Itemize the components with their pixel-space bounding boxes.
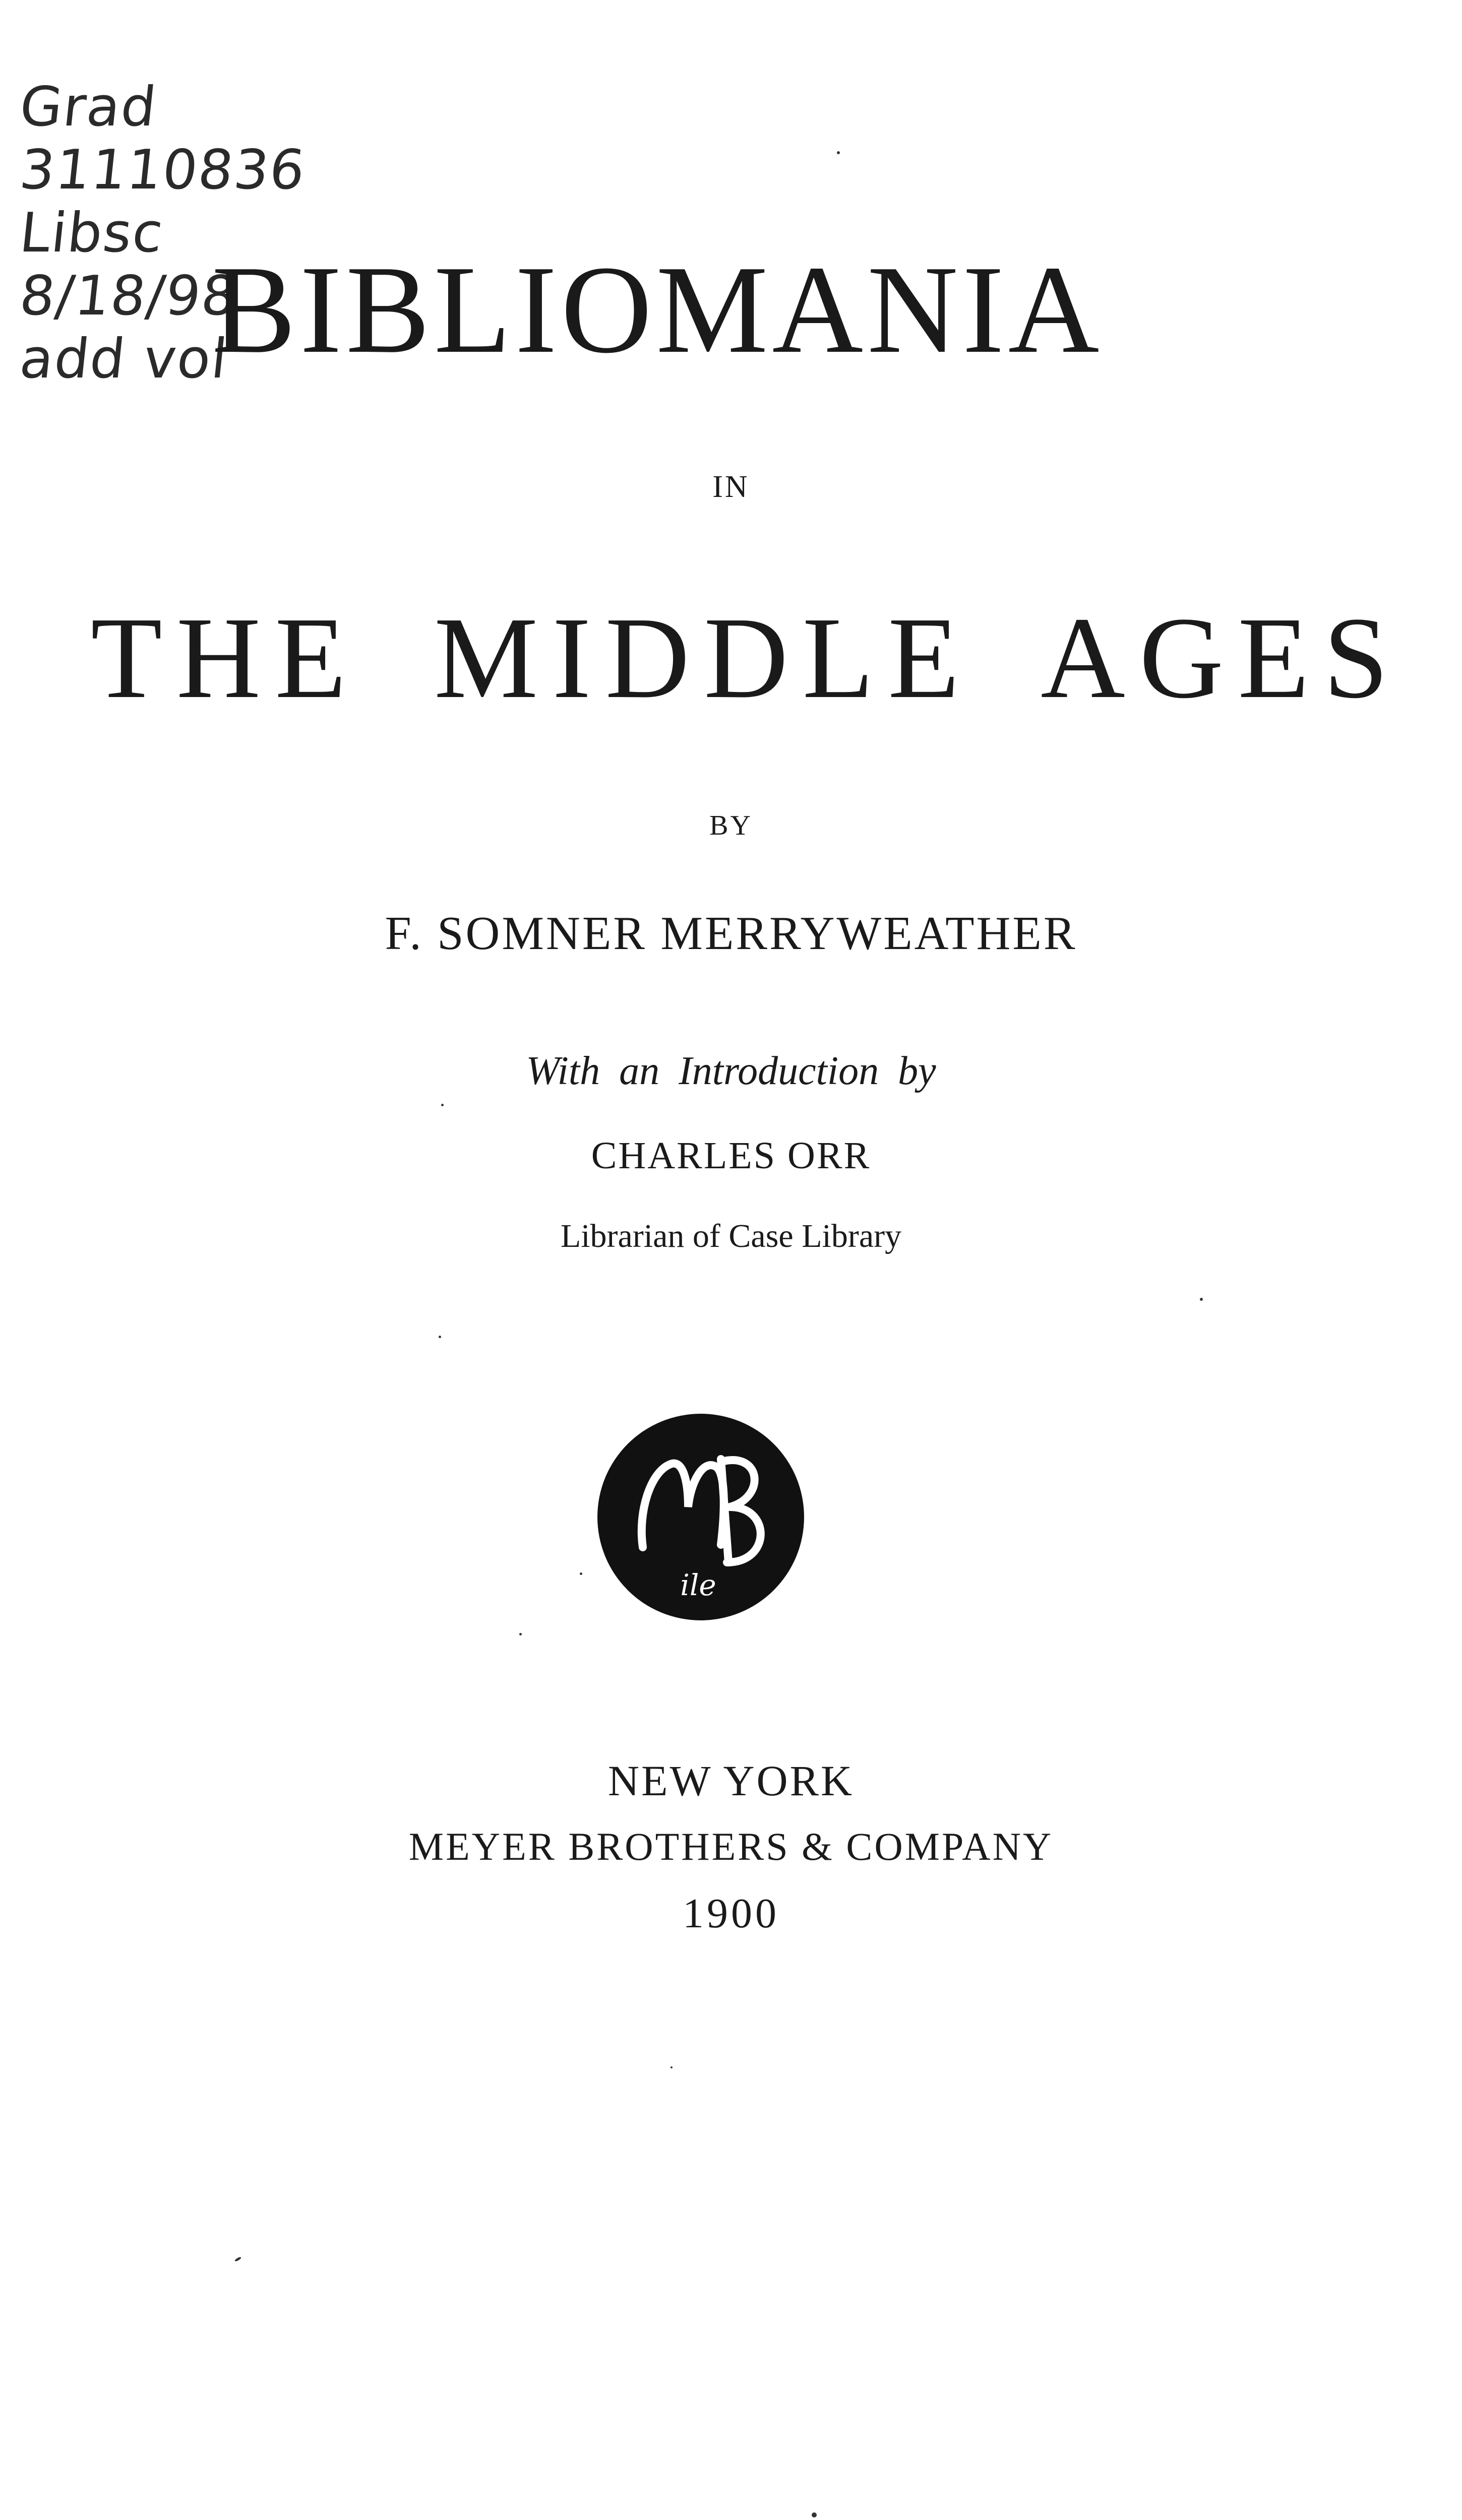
introduction-label: With an Introduction by <box>526 1049 936 1093</box>
scan-speck <box>671 2066 673 2068</box>
scan-speck <box>837 151 840 154</box>
byline-label: BY <box>709 810 753 841</box>
imprint-year: 1900 <box>683 1890 779 1937</box>
book-subtitle: THE MIDDLE AGES <box>91 593 1403 723</box>
scan-speck <box>1200 1298 1203 1301</box>
scan-speck <box>812 2512 817 2517</box>
imprint-place: NEW YORK <box>607 1756 855 1805</box>
handwritten-line: 8/18/98 <box>17 265 240 328</box>
title-connector: IN <box>712 470 750 504</box>
publisher-mark-graphic <box>595 1411 807 1623</box>
publisher-mark-icon <box>595 1411 807 1623</box>
scan-speck <box>580 1572 582 1575</box>
introduction-author-role: Librarian of Case Library <box>560 1218 902 1254</box>
scan-speck <box>234 2256 242 2262</box>
author-name: F. SOMNER MERRYWEATHER <box>385 907 1077 960</box>
handwritten-line: 31110836 <box>17 139 309 202</box>
publisher-mark-small-text: ile <box>680 1568 716 1602</box>
imprint-publisher: MEYER BROTHERS & COMPANY <box>408 1824 1054 1868</box>
book-title: BIBLIOMANIA <box>212 240 1104 380</box>
introduction-author: CHARLES ORR <box>591 1135 871 1177</box>
handwritten-line: add vol <box>17 328 231 391</box>
handwritten-line: Grad <box>17 76 160 139</box>
handwritten-line: Libsc <box>17 202 167 265</box>
scan-speck <box>439 1336 441 1338</box>
scan-speck <box>519 1633 522 1635</box>
scan-speck <box>441 1104 444 1106</box>
